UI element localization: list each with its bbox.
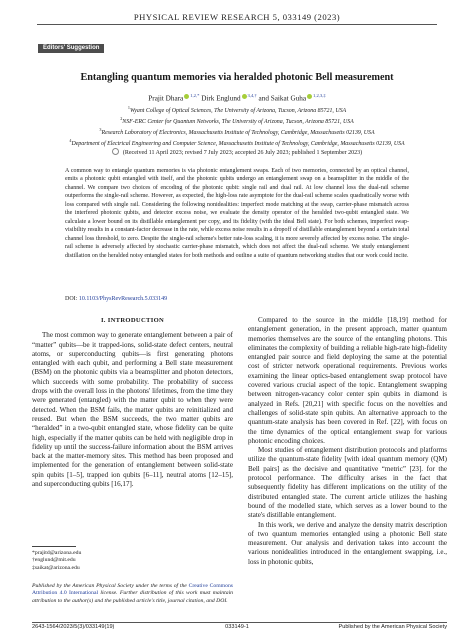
author-name: and Saikat Guha: [258, 94, 307, 103]
license-text-post: license. Further distribution of this work must maintain attribution to the author(s) and the published article's title, journal citation, and DOI.: [32, 590, 234, 604]
footnote-email[interactable]: ‡saikat@arizona.edu: [32, 564, 80, 571]
right-column: [248, 316, 447, 567]
check-for-updates-icon[interactable]: [112, 148, 119, 155]
affiliation-number: 2: [120, 116, 123, 122]
left-column: [32, 316, 233, 489]
affiliation: [0, 115, 474, 126]
author-list: [0, 93, 474, 102]
footer-rule: [32, 622, 447, 623]
abstract: A common way to entangle quantum memories is via photonic entanglement swaps. Each of two memories, connected by an optical channel, emits a photonic qubit entangled with itself, and the photonic qubits undergo an entanglement swap on a beamsplitter in the middle of the channel. We compare two choices of encoding of the photonic qubit: single rail and dual rail. At low channel loss the dual-rail scheme outperforms the single-rail scheme. However, as expected, the high-loss rate asymptote for the dual-rail scheme scales quadratically worse with loss compared with single rail. Considering the following nonidealities: imperfect mode matching at the swap, carrier-phase mismatch across the interfered photonic qubits, and detector excess noise, we evaluate the density operator of the heralded two-qubit entangled state. We calculate a lower bound on its distillable entanglement per copy, and its fidelity (with the ideal Bell state). For both schemes, imperfect swap-visibility results in a constant-factor decrease in the rate, while excess noise results in a dropoff of distillable entanglement beyond a certain total channel loss threshold, to zero. Despite the single-rail scheme's better rate-loss scaling, it is more severely affected by excess noise. The single-rail scheme is adversely affected by stochastic carrier-phase mismatch, which does not affect the dual-rail scheme. We study entanglement distillation on the heralded noisy entangled states for both methods and outline a suite of quantum networking studies that our work could incite.: [65, 168, 409, 259]
header-rule: [37, 24, 437, 25]
orcid-icon[interactable]: [242, 94, 247, 99]
author-affiliation-marks: 1,2,*: [190, 93, 200, 98]
section-heading: I. INTRODUCTION: [100, 317, 165, 324]
body-paragraph: Compared to the source in the middle [18,19] method for entanglement generation, in the present approach, matter quantum memories themselves are the source of the entangling photons. This eliminates the complexity of building a reliable high-rate high-fidelity entangled pair source and field deploying the same at the potential cost of stricter network operational requirements. Previous works examining the linear optics-based entanglement swap protocol have covered various crucial aspect of the topic. Entanglement swapping between nitrogen-vacancy color center spin qubits in diamond is analyzed in Refs. [20,21] with specific focus on the noveltíes and challenges of solid-state spin qubits. An alternative approach to the quantum-state analysis has been covered in Ref. [22], with focus on the time dynamics of the optical entanglement swap for various photonic encoding choices.: [248, 316, 447, 445]
affiliation-text: Wyant College of Optical Sciences, The University of Arizona, Tucson, Arizona 85721, USA: [129, 107, 347, 114]
license-text-pre: Published by the American Physical Society under the terms of the: [32, 583, 189, 589]
doi-label: DOI:: [65, 296, 78, 302]
affiliation: [0, 126, 474, 137]
affiliation: [0, 137, 474, 148]
editors-suggestion-badge: Editors' Suggestion: [38, 44, 104, 53]
body-paragraph: The most common way to generate entanglement between a pair of “matter” qubits—be it trapped-ions, solid-state defect centers, neutral atoms, or superconducting qubits—is first generating photons entangled with each qubit, and performing a Bell state measurement (BSM) on the photonic qubits via a beamsplitter and photon detectors, which succeeds with some probability. The probability of success drops with the overall loss in the photons' lifetimes, from the time they were generated (entangled) with the matter qubit to when they were detected. When the BSM fails, the matter qubits are reinitialized and reused. But when the BSM succeeds, the two matter qubits are “heralded” in a two-qubit entangled state, whose fidelity can be quite high, especially if the matter qubits can be held with negligible drop in fidelity up until the success-failure information about the BSM arrives back at the matter-memory sites. This method has been proposed and implemented for the generation of entanglement between solid-state spin qubits [1–5], trapped ion qubits [6–11], neutral atoms [12–15], and superconducting qubits [16,17].: [32, 331, 233, 489]
author-affiliation-marks: 3,4,†: [247, 93, 257, 98]
body-paragraph: Most studies of entanglement distribution protocols and platforms utilize the quantum-state fidelity [with ideal quantum memory (QM) Bell pairs] as the decisive and quantitative “metric” [23]. for the protocol performance. The difficulty arises in the fact that subsequently fidelity has different implications on the utility of the distributed entangled state. The current article utilizes the hashing bound of the modelled state, which serves as a lower bound to the state's distillable entanglement.: [248, 446, 447, 520]
affiliation-number: 4: [69, 138, 72, 144]
journal-header: PHYSICAL REVIEW RESEARCH 5, 033149 (2023): [133, 12, 341, 22]
license-notice: [32, 583, 233, 605]
orcid-icon[interactable]: [307, 94, 312, 99]
doi-line: [65, 296, 167, 302]
author-name: Dirk Englund: [201, 94, 241, 103]
license-link[interactable]: Creative Commons Attribution 4.0 International: [32, 583, 233, 597]
paper-title: Entangling quantum memories via heralded photonic Bell measurement: [80, 72, 394, 83]
doi-link[interactable]: 10.1103/PhysRevResearch.5.033149: [78, 296, 168, 302]
affiliation-text: NSF-ERC Center for Quantum Networks, The University of Arizona, Tucson, Arizona 85721, USA: [122, 119, 354, 126]
footnote-rule: [32, 546, 76, 547]
footer-page-number: 033149-1: [225, 624, 249, 630]
orcid-icon[interactable]: [184, 94, 189, 99]
affiliation-text: Research Laboratory of Electronics, Massachusetts Institute of Technology, Cambridge, Massachusetts 02139, USA: [101, 130, 375, 137]
publication-dates: [0, 148, 474, 158]
footer-publisher: Published by the American Physical Society: [338, 624, 447, 630]
body-paragraph: In this work, we derive and analyze the density matrix description of two quantum memories entangled using a photonic Bell state measurement. Our analysis and derivation takes into account the various nonidealities introduced in the entanglement swapping, i.e., loss in photonic qubits,: [248, 520, 447, 566]
footnotes: [32, 550, 233, 572]
affiliation-text: Department of Electrical Engineering and Computer Science, Massachusetts Institute of Technology, Cambridge, Massachusetts 02139, USA: [71, 141, 405, 148]
affiliation-number: 1: [127, 105, 130, 110]
author-affiliation-marks: 1,2,3,‡: [313, 93, 326, 98]
affiliation: [0, 104, 474, 115]
footnote-email[interactable]: *prajitd@arizona.edu: [32, 550, 82, 556]
footer-citation: 2643-1564/2023/5(3)/033149(19): [32, 624, 115, 630]
footnote-email[interactable]: †englund@mit.edu: [32, 557, 76, 564]
dates-text: (Received 11 April 2023; revised 7 July 2023; accepted 26 July 2023; published 1 September 2023): [122, 150, 363, 156]
author-name: Prajit Dhara: [148, 94, 184, 103]
affiliation-number: 3: [99, 127, 102, 133]
affiliation-list: [0, 104, 474, 148]
